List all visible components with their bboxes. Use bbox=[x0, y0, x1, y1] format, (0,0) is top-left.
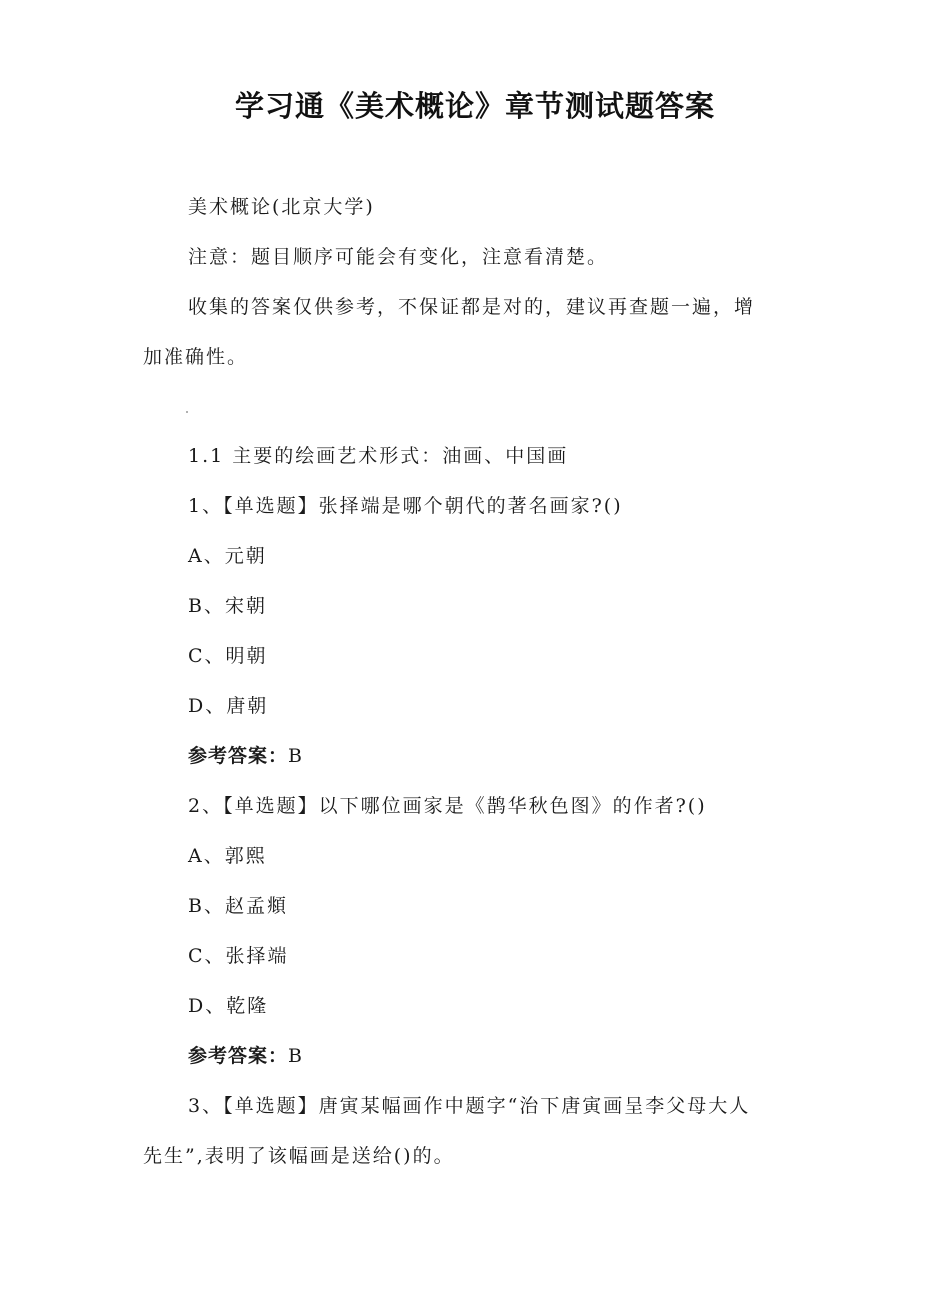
question-1-answer bbox=[188, 744, 304, 768]
question-1-option-a: A、元朝 bbox=[188, 545, 267, 567]
answer-value: B bbox=[288, 1045, 304, 1067]
disclaimer-line-2: 加准确性。 bbox=[143, 346, 249, 368]
answer-label: 参考答案： bbox=[188, 1045, 289, 1067]
section-heading: 1.1 主要的绘画艺术形式：油画、中国画 bbox=[188, 445, 569, 467]
notice-text: 注意：题目顺序可能会有变化，注意看清楚。 bbox=[188, 246, 609, 268]
disclaimer-line-1: 收集的答案仅供参考，不保证都是对的，建议再查题一遍，增 bbox=[188, 296, 756, 318]
question-2-answer bbox=[188, 1044, 304, 1068]
question-2-option-c: C、张择端 bbox=[188, 945, 289, 967]
stray-mark bbox=[186, 411, 188, 413]
answer-value: B bbox=[288, 745, 304, 767]
question-2-stem: 2、【单选题】以下哪位画家是《鹊华秋色图》的作者?() bbox=[188, 795, 707, 817]
question-1-option-b: B、宋朝 bbox=[188, 595, 267, 617]
question-3-stem-line-2: 先生”,表明了该幅画是送给()的。 bbox=[143, 1145, 455, 1167]
answer-label: 参考答案： bbox=[188, 745, 289, 767]
course-name: 美术概论(北京大学) bbox=[188, 196, 375, 218]
question-2-option-a: A、郭熙 bbox=[188, 845, 267, 867]
question-3-stem-line-1: 3、【单选题】唐寅某幅画作中题字“治下唐寅画呈李父母大人 bbox=[188, 1095, 751, 1117]
question-1-stem: 1、【单选题】张择端是哪个朝代的著名画家?() bbox=[188, 495, 623, 517]
document-title: 学习通《美术概论》章节测试题答案 bbox=[234, 89, 715, 123]
question-2-option-d: D、乾隆 bbox=[188, 995, 269, 1017]
question-1-option-d: D、唐朝 bbox=[188, 695, 269, 717]
question-2-option-b: B、赵孟頫 bbox=[188, 895, 288, 917]
question-1-option-c: C、明朝 bbox=[188, 645, 268, 667]
